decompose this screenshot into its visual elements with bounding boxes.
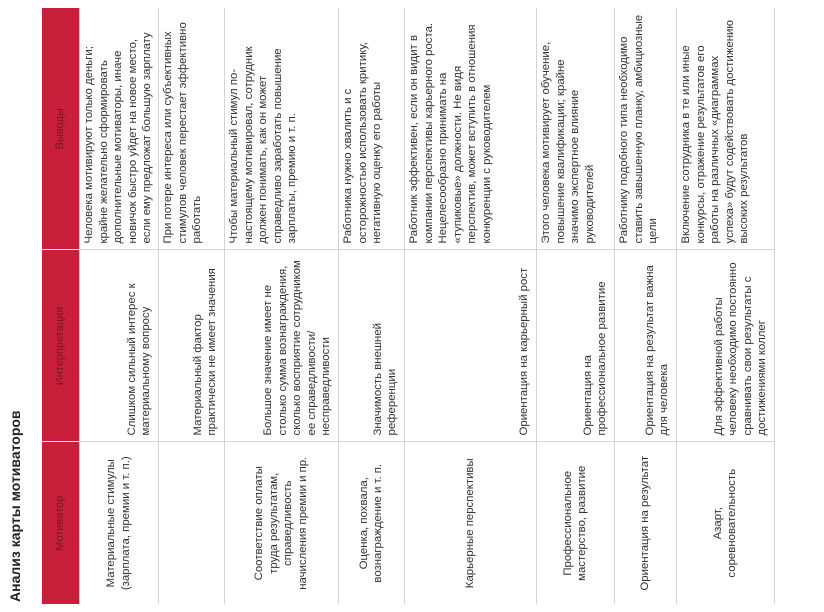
interpretation-cell: Для эффективной работы человеку необходимо постоянно сравнивать свои результаты с достижениями коллег [676, 250, 774, 442]
conclusion-cell: Работнику подобного типа необходимо ставить завышенную планку, амбициозные цели [614, 8, 676, 250]
conclusion-cell: Работника нужно хвалить и с осторожностью использовать критику, негативную оценку его работы [338, 8, 404, 250]
header-motivator: Мотиватор [42, 442, 80, 604]
motivator-table [42, 8, 775, 604]
header-conclusions: Выводы [42, 8, 80, 250]
header-row [42, 8, 80, 604]
interpretation-cell: Материальный фактор практически не имеет значения [158, 250, 224, 442]
table-body [80, 8, 775, 604]
interpretation-cell: Ориентация на карьерный рост [404, 250, 536, 442]
table-row [158, 8, 224, 604]
motivator-cell: Азарт, соревновательность [676, 442, 774, 604]
motivator-cell: Оценка, похвала, вознаграждение и т. п. [338, 442, 404, 604]
motivator-cell: Ориентация на результат [614, 442, 676, 604]
motivator-cell: Карьерные перспективы [404, 442, 536, 604]
table-row [224, 8, 338, 604]
conclusion-cell: Человека мотивируют только деньги; крайне желательно сформировать дополнительные мотиваторы, иначе новичок быстро уйдет на новое место, если ему предложат большую зарплату [80, 8, 159, 250]
table-row [404, 8, 536, 604]
conclusion-cell: Работник эффективен, если он видит в компании перспективы карьерного роста. Нецелесообразно принимать на «тупиковые» должности. Не видя перспектив, может вступить в отношения конкуренции с руководителем [404, 8, 536, 250]
interpretation-cell: Ориентация на профессиональное развитие [536, 250, 614, 442]
conclusion-cell: Включение сотрудника в те или иные конкурсы, отражение результатов его работы на различных «диаграммах успеха» будут содействовать достижению высоких результатов [676, 8, 774, 250]
motivator-cell [158, 442, 224, 604]
interpretation-cell: Значимость внешней референции [338, 250, 404, 442]
motivator-cell: Материальные стимулы (зарплата, премии и т. п.) [80, 442, 159, 604]
interpretation-cell: Ориентация на результат важна для человека [614, 250, 676, 442]
page-title: Анализ карты мотиваторов [7, 410, 23, 602]
header-interpretation: Интерпретация [42, 250, 80, 442]
table-row [338, 8, 404, 604]
interpretation-cell: Большое значение имеет не столько сумма вознаграждения, сколько восприятие сотрудником ее справедливости/ несправедливости [224, 250, 338, 442]
table-row [614, 8, 676, 604]
motivator-cell: Профессиональное мастерство, развитие [536, 442, 614, 604]
table-row [676, 8, 774, 604]
conclusion-cell: При потере интереса или субъективных стимулов человек перестает эффективно работать [158, 8, 224, 250]
interpretation-cell: Слишком сильный интерес к материальному вопросу [80, 250, 159, 442]
table-row [536, 8, 614, 604]
conclusion-cell: Чтобы материальный стимул по-настоящему мотивировал, сотрудник должен понимать, как он может справедливо заработать повышение зарплаты, премию и т. п. [224, 8, 338, 250]
conclusion-cell: Этого человека мотивирует обучение, повышение квалификации; крайне значимо экспертное влияние руководителей [536, 8, 614, 250]
motivator-cell: Соответствие оплаты труда результатам, справедливость начисления премии и пр. [224, 442, 338, 604]
table-row [80, 8, 159, 604]
table-header [42, 8, 80, 604]
